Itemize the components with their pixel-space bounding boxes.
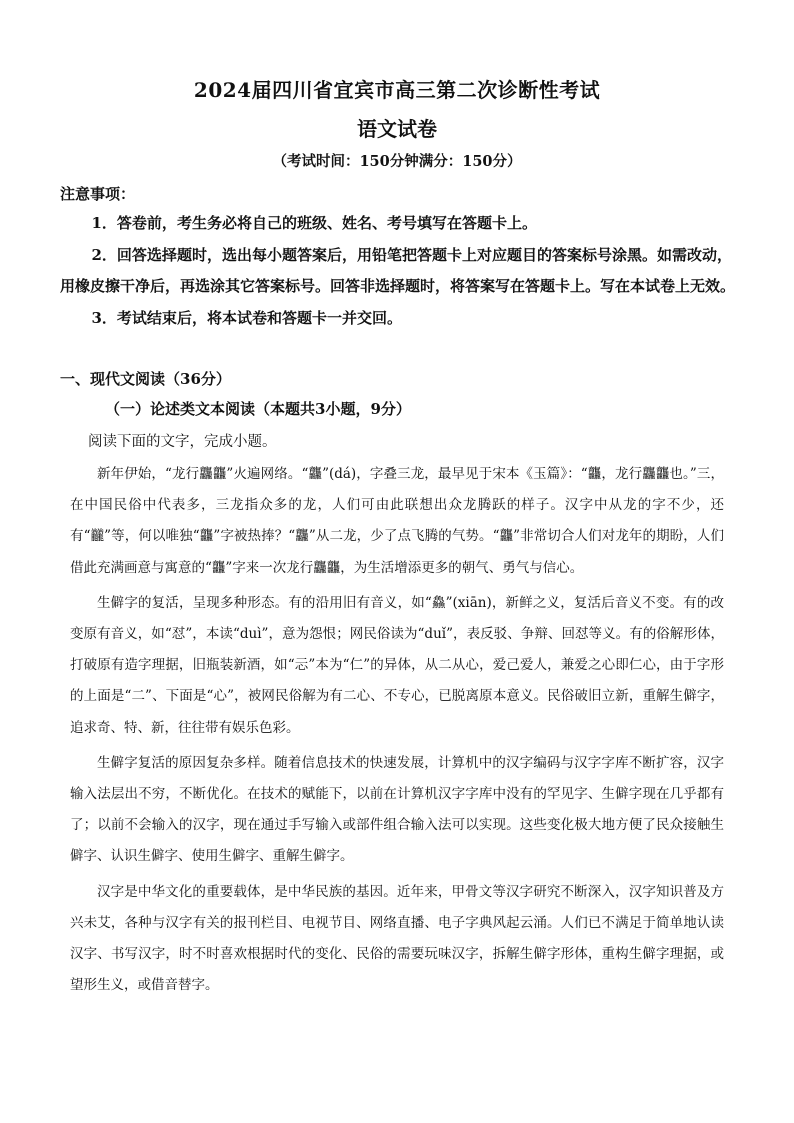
passage-paragraph-1: 新年伊始，“龙行龘龘”火遍网络。“龘”(dá)，字叠三龙，最早见于宋本《玉篇》：“龘，龙行龘龘也。”三，在中国民俗中代表多，三龙指众多的龙，人们可由此联想出众龙腾跃的样子。汉字中从龙的字不少，还有“龖”等，何以唯独“龘”字被热捧？“龘”从二龙，少了点飞腾的气势。“龘”非常切合人们对龙年的期盼，人们借此充满画意与寓意的“龘”字来一次龙行龘龘，为生活增添更多的朝气、勇气与信心。	[70, 466, 724, 576]
notice-heading: 注意事项：	[60, 185, 136, 203]
passage-paragraph-2: 生僻字的复活，呈现多种形态。有的沿用旧有音义，如“鱻”(xiān)，新鲜之义，复活后音义不变。有的改变原有音义，如“怼”，本读“duì”，意为怨恨；网民俗读为“duǐ”，表反驳、争辩、回怼等义。有的俗解形体，打破原有造字理据，旧瓶装新酒，如“忈”本为“仁”的异体，从二从心，爱己爱人，兼爱之心即仁心，由于字形的上面是“二”、下面是“心”，被网民俗解为有二心、不专心，已脱离原本意义。民俗破旧立新，重解生僻字，追求奇、特、新，往往带有娱乐色彩。	[70, 594, 724, 736]
exam-time-info: （考试时间：150分钟满分：150分）	[272, 153, 522, 170]
exam-title: 2024届四川省宜宾市高三第二次诊断性考试	[193, 78, 601, 102]
passage-paragraph-3: 生僻字复活的原因复杂多样。随着信息技术的快速发展，计算机中的汉字编码与汉字字库不断扩容，汉字输入法层出不穷，不断优化。在技术的赋能下，以前在计算机汉字字库中没有的罕见字、生僻字现在几乎都有了；以前不会输入的汉字，现在通过手写输入或部件组合输入法可以实现。这些变化极大地方便了民众接触生僻字、认识生僻字、使用生僻字、重解生僻字。	[70, 754, 724, 865]
section-heading: 一、现代文阅读（36分）	[60, 370, 231, 388]
notice-item-2: 2．回答选择题时，选出每小题答案后，用铅笔把答题卡上对应题目的答案标号涂黑。如需改动，用橡皮擦干净后，再选涂其它答案标号。回答非选择题时，将答案写在答题卡上。写在本试卷上无效。	[60, 245, 736, 295]
exam-subtitle: 语文试卷	[357, 117, 437, 141]
reading-passage	[70, 459, 724, 1001]
passage-paragraph-4: 汉字是中华文化的重要载体，是中华民族的基因。近年来，甲骨文等汉字研究不断深入，汉字知识普及方兴未艾，各种与汉字有关的报刊栏目、电视节目、网络直播、电子字典风起云涌。人们已不满足于简单地认读汉字、书写汉字，时不时喜欢根据时代的变化、民俗的需要玩味汉字，拆解生僻字形体，重构生僻字理据，或望形生义，或借音替字。	[70, 883, 724, 994]
notice-list	[60, 208, 736, 334]
notice-item-1: 1．答卷前，考生务必将自己的班级、姓名、考号填写在答题卡上。	[91, 214, 537, 232]
reading-instruction: 阅读下面的文字，完成小题。	[88, 434, 277, 450]
subsection-heading: （一）论述类文本阅读（本题共3小题，9分）	[105, 400, 411, 418]
notice-item-3: 3．考试结束后，将本试卷和答题卡一并交回。	[91, 308, 402, 327]
